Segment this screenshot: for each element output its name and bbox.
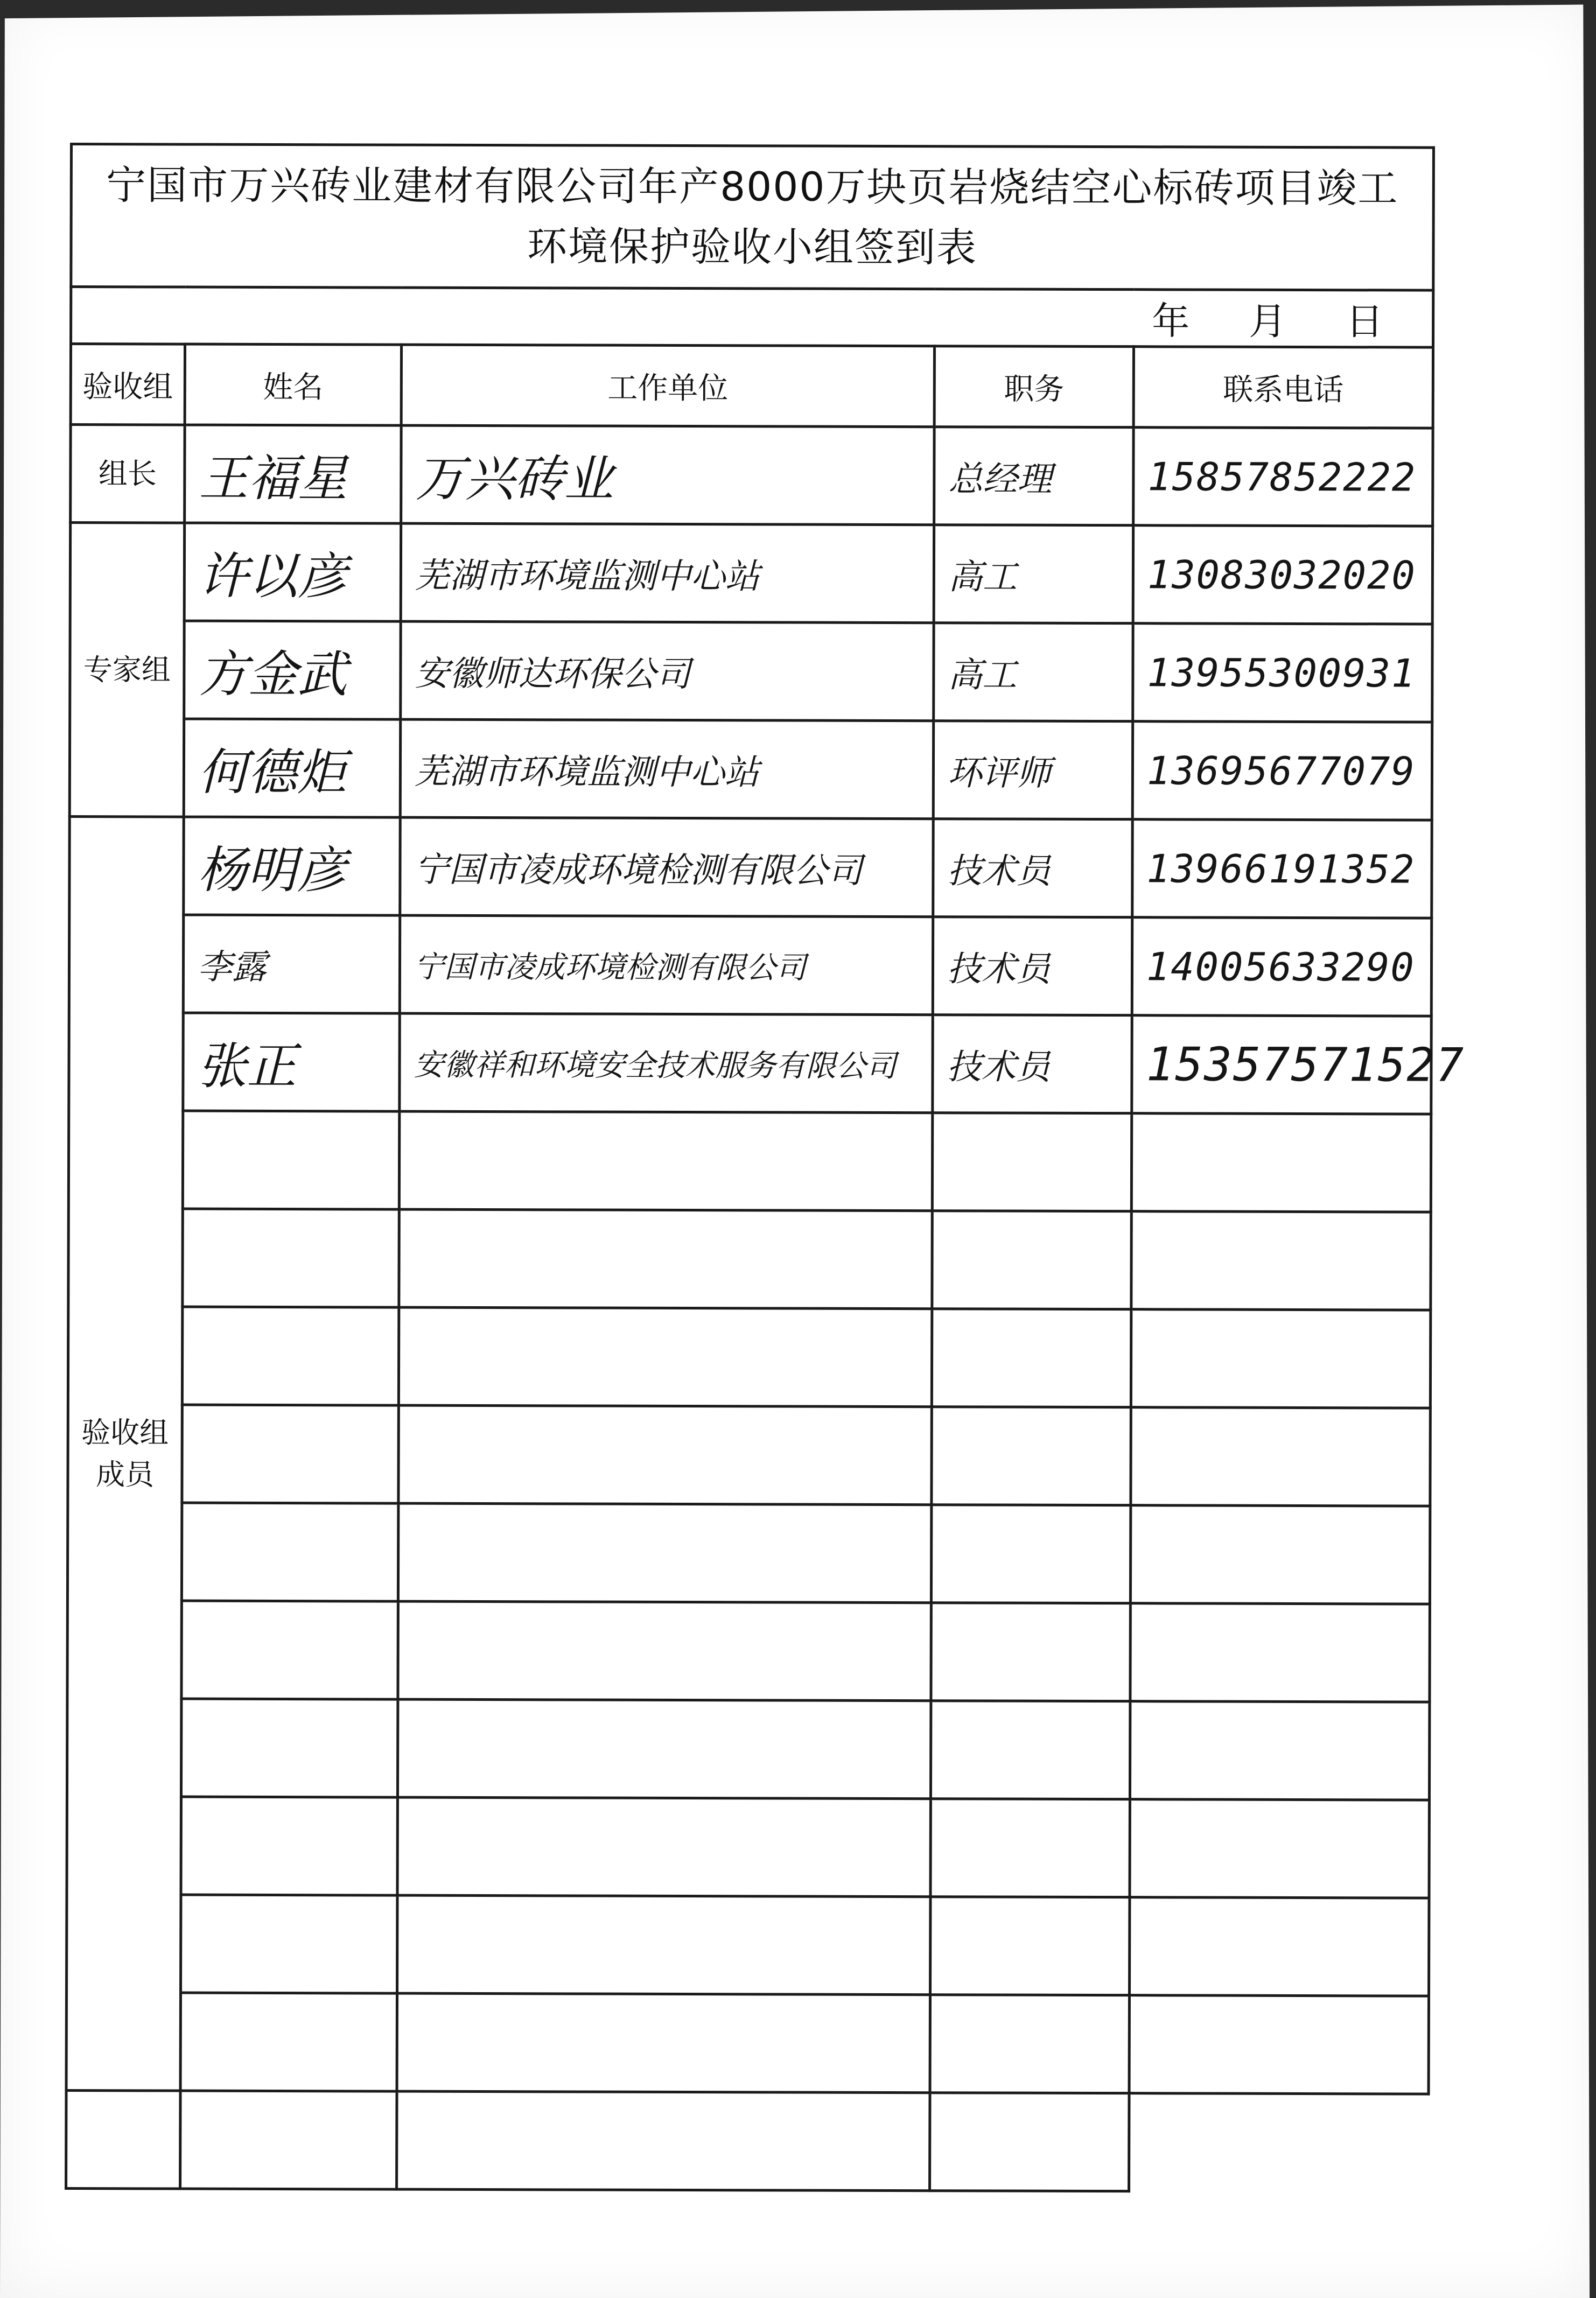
empty-cell xyxy=(399,1209,932,1309)
signature-phone: 13695677079 xyxy=(1132,721,1432,820)
group-experts-label: 专家组 xyxy=(69,523,184,817)
sign-in-form xyxy=(65,143,1465,2101)
empty-cell xyxy=(1131,1113,1431,1212)
empty-cell xyxy=(930,1799,1130,1897)
signature-position: 技术员 xyxy=(933,819,1132,917)
empty-cell xyxy=(397,1699,930,1799)
empty-cell xyxy=(1130,1505,1430,1604)
empty-cell xyxy=(397,2091,930,2191)
empty-cell xyxy=(397,1797,930,1897)
empty-cell xyxy=(932,1309,1131,1407)
empty-cell xyxy=(1131,1211,1431,1310)
empty-cell xyxy=(397,1895,930,1995)
signature-name: 李露 xyxy=(183,915,400,1013)
table-row xyxy=(67,1698,1429,1800)
signature-name: 王福星 xyxy=(185,425,401,523)
header-row xyxy=(71,344,1433,429)
empty-cell xyxy=(181,1699,397,1797)
signature-unit: 宁国市凌成环境检测有限公司 xyxy=(400,915,933,1015)
form-title-line2: 环境保护验收小组签到表 xyxy=(527,223,978,271)
signature-position: 高工 xyxy=(934,525,1133,623)
signature-phone: 13955300931 xyxy=(1133,623,1432,722)
signature-name: 何德炬 xyxy=(184,719,400,817)
form-title xyxy=(71,144,1434,291)
table-row xyxy=(68,1404,1430,1506)
empty-cell xyxy=(931,1603,1130,1701)
signature-unit: 芜湖市环境监测中心站 xyxy=(401,523,934,623)
empty-cell xyxy=(398,1405,932,1505)
empty-cell xyxy=(398,1503,931,1603)
empty-cell xyxy=(1130,1603,1430,1702)
table-row xyxy=(69,719,1432,821)
empty-cell xyxy=(932,1407,1131,1505)
empty-cell xyxy=(181,1797,397,1895)
empty-cell xyxy=(930,1995,1129,2093)
signature-phone: 13966191352 xyxy=(1132,819,1432,918)
empty-cell xyxy=(66,2090,180,2189)
table-row xyxy=(68,1111,1431,1213)
table-row xyxy=(70,523,1432,625)
group-members-label-line2: 成员 xyxy=(95,1457,155,1491)
empty-cell xyxy=(1131,1309,1430,1408)
group-leader-label: 组长 xyxy=(71,425,185,523)
table-row xyxy=(67,1502,1430,1604)
empty-cell xyxy=(180,1993,397,2091)
empty-cell xyxy=(397,1993,930,2093)
empty-cell xyxy=(1129,1995,1429,2094)
empty-cell xyxy=(932,1113,1131,1211)
date-year: 年 xyxy=(1152,299,1190,344)
table-row xyxy=(69,817,1432,919)
signature-unit: 安徽祥和环境安全技术服务有限公司 xyxy=(400,1013,933,1113)
table-row xyxy=(66,2090,1429,2192)
date-row xyxy=(71,287,1433,348)
header-unit: 工作单位 xyxy=(401,345,934,427)
signature-position: 总经理 xyxy=(934,427,1133,526)
table-row xyxy=(68,1208,1431,1310)
signature-unit: 芜湖市环境监测中心站 xyxy=(400,719,933,819)
empty-cell xyxy=(399,1111,932,1211)
signature-phone: 15857852222 xyxy=(1133,428,1433,526)
empty-cell xyxy=(182,1307,398,1405)
signature-position: 环评师 xyxy=(933,721,1132,819)
table-row xyxy=(71,425,1433,527)
signature-unit: 安徽师达环保公司 xyxy=(401,621,934,721)
empty-cell xyxy=(183,1209,399,1307)
empty-cell xyxy=(1129,1897,1429,1996)
empty-cell xyxy=(932,1211,1131,1309)
empty-cell xyxy=(181,1895,397,1993)
signature-position: 技术员 xyxy=(933,1015,1132,1113)
table-row xyxy=(70,621,1432,723)
empty-cell xyxy=(930,1897,1130,1995)
date-month: 月 xyxy=(1249,299,1287,344)
empty-cell xyxy=(930,1701,1130,1799)
empty-cell xyxy=(931,1505,1130,1603)
signature-position: 高工 xyxy=(934,623,1133,721)
empty-cell xyxy=(1131,1407,1430,1506)
group-members-label xyxy=(66,817,184,2091)
empty-cell xyxy=(398,1307,932,1407)
signature-name: 张正 xyxy=(183,1013,400,1111)
empty-cell xyxy=(181,1503,398,1601)
table-row xyxy=(69,915,1431,1017)
table-row xyxy=(66,1992,1429,2094)
table-row xyxy=(67,1600,1430,1702)
empty-cell xyxy=(1130,1701,1429,1800)
header-position: 职务 xyxy=(934,346,1133,428)
sign-in-table xyxy=(65,143,1465,2194)
empty-cell xyxy=(930,2093,1129,2191)
header-group: 验收组 xyxy=(71,344,185,425)
signature-name: 方金武 xyxy=(184,621,401,719)
table-row xyxy=(67,1894,1429,1996)
empty-cell xyxy=(181,1601,398,1699)
group-members-label-line1: 验收组 xyxy=(81,1415,169,1449)
empty-cell xyxy=(183,1111,399,1209)
empty-cell xyxy=(398,1601,931,1701)
signature-phone: 14005633290 xyxy=(1132,917,1431,1016)
empty-cell xyxy=(182,1405,398,1503)
empty-cell xyxy=(1130,1799,1429,1898)
signature-unit: 万兴砖业 xyxy=(401,425,934,525)
table-row xyxy=(68,1306,1430,1408)
header-phone: 联系电话 xyxy=(1133,347,1433,428)
table-row xyxy=(69,1013,1431,1115)
empty-cell xyxy=(180,2091,397,2189)
date-day: 日 xyxy=(1346,299,1384,344)
signature-name: 许以彦 xyxy=(184,523,401,621)
signature-name: 杨明彦 xyxy=(184,817,400,915)
signature-phone: 13083032020 xyxy=(1133,526,1432,624)
signature-position: 技术员 xyxy=(933,917,1132,1015)
signature-unit: 宁国市凌成环境检测有限公司 xyxy=(400,817,933,917)
signature-phone: 15357571527 xyxy=(1132,1015,1431,1114)
form-title-line1: 宁国市万兴砖业建材有限公司年产8000万块页岩烧结空心标砖项目竣工 xyxy=(106,162,1399,212)
table-row xyxy=(67,1796,1429,1898)
header-name: 姓名 xyxy=(185,344,401,425)
